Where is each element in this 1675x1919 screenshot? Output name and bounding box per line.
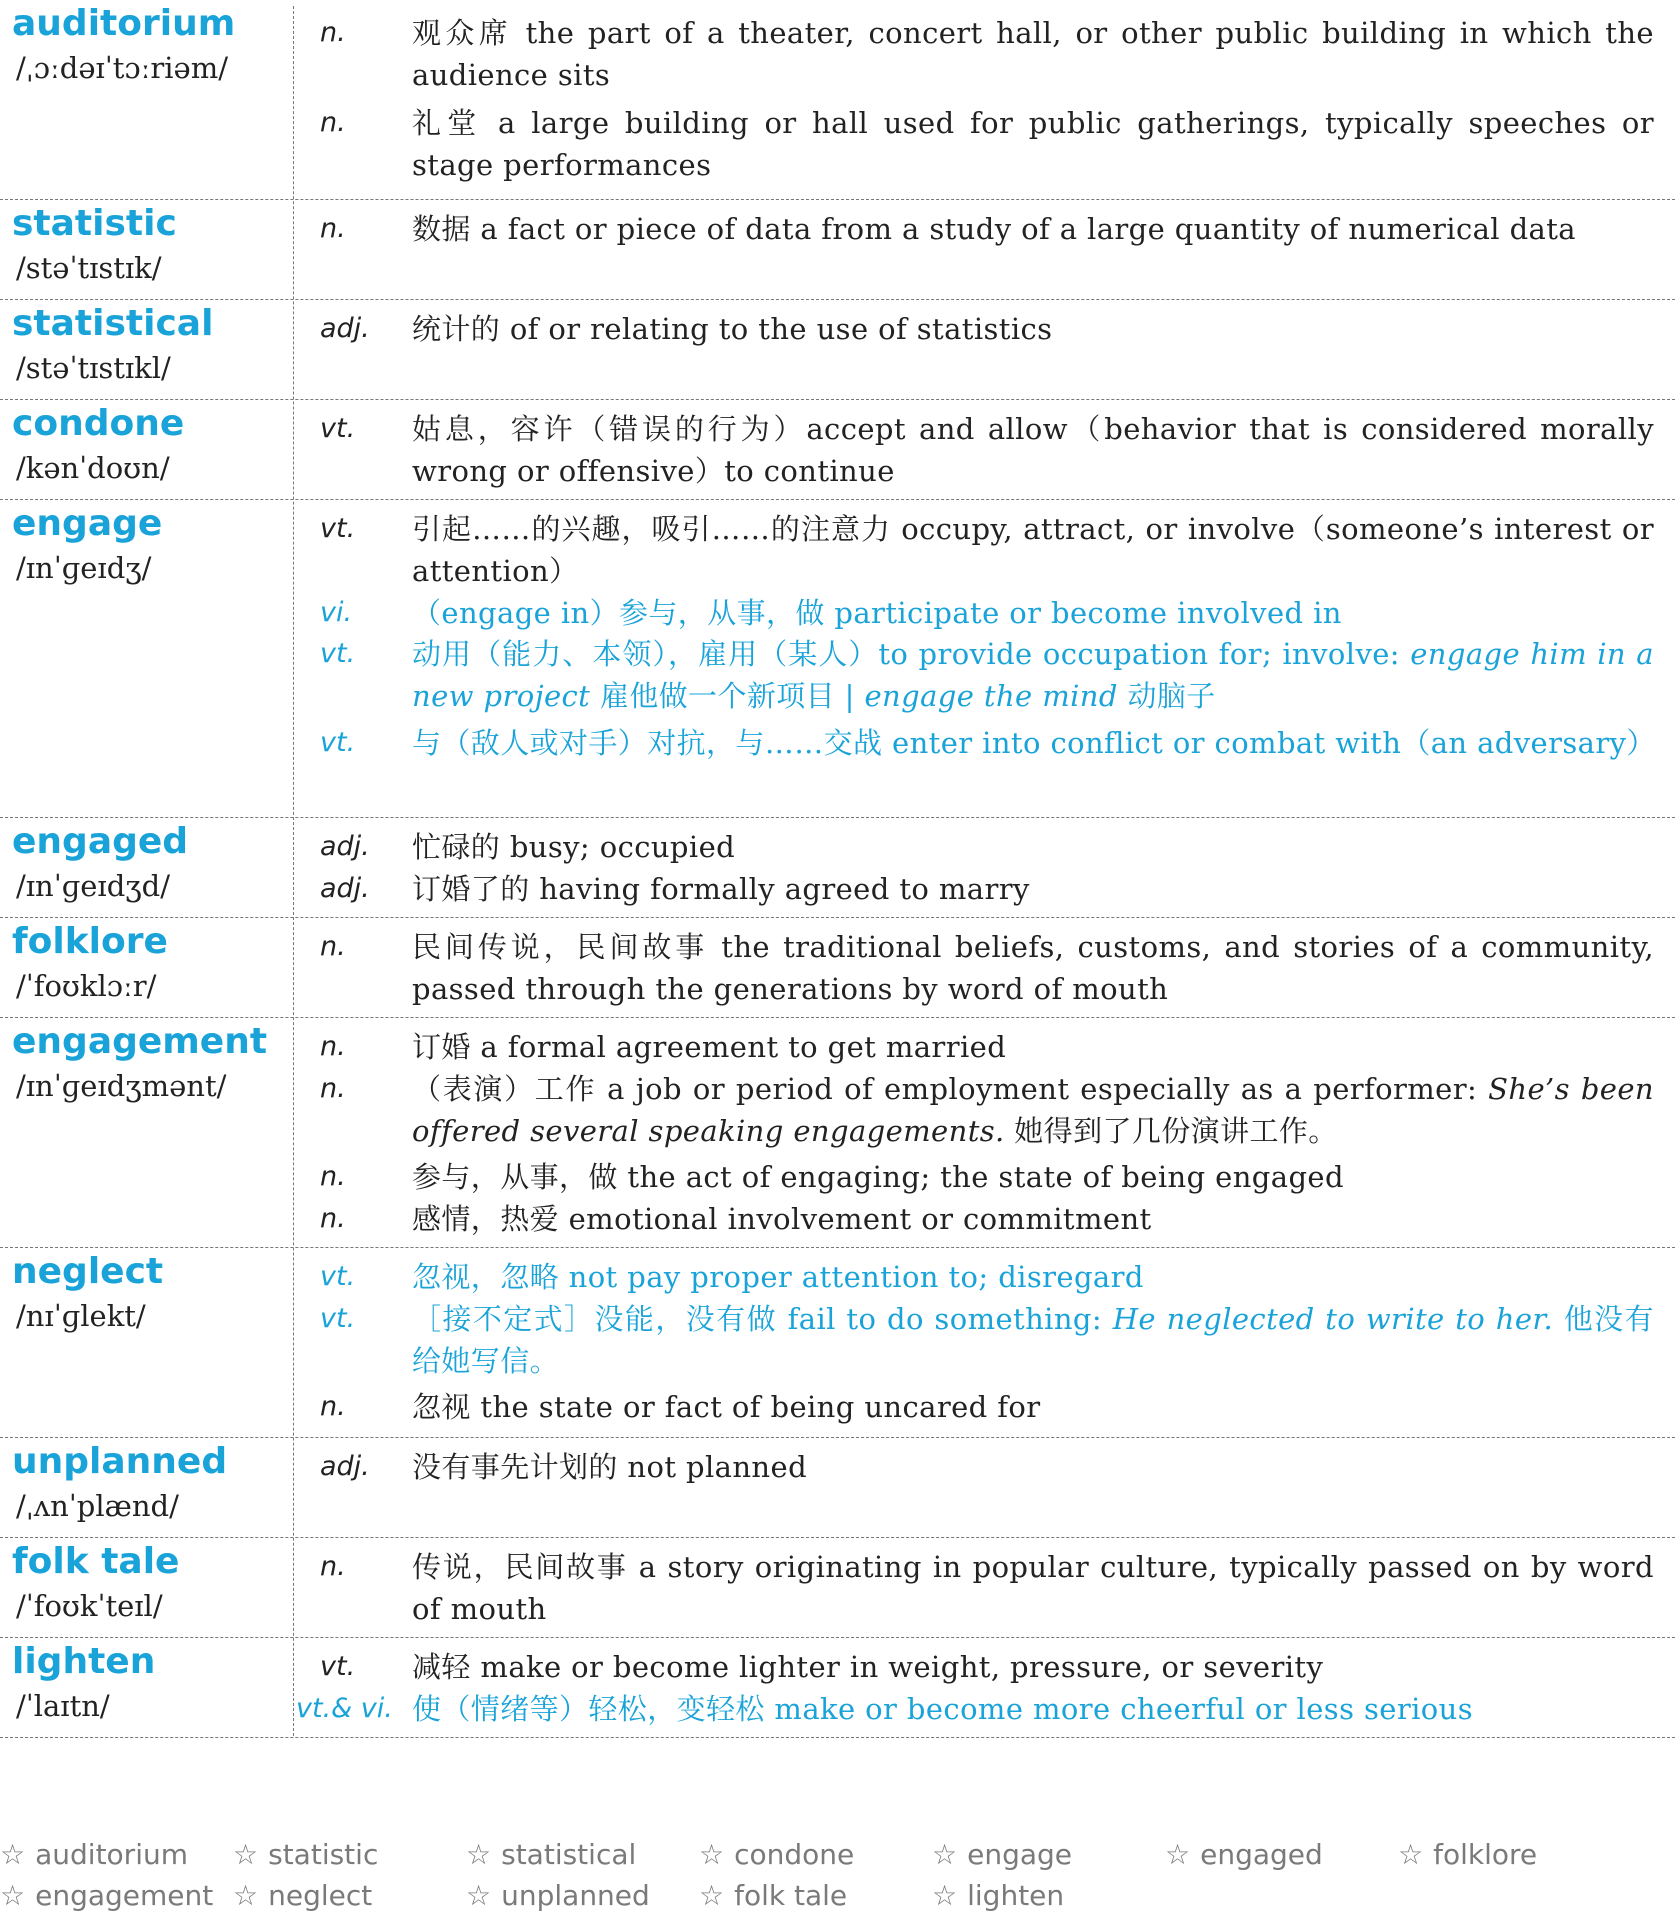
- star-icon: ☆: [932, 1838, 958, 1871]
- definition: [412, 1068, 1654, 1152]
- star-icon: ☆: [0, 1838, 26, 1871]
- entry-engagement: [0, 1018, 1675, 1248]
- pronunciation: /ˌʌnˈplænd/: [16, 1489, 179, 1523]
- definition: （engage in）参与，从事，做 participate or become involved in: [412, 596, 1342, 630]
- definition: 与（敌人或对手）对抗，与……交战 enter into conflict or combat with（an adversary）: [412, 726, 1656, 760]
- star-icon: ☆: [0, 1879, 26, 1912]
- definition-text: 动用（能力、本领），雇用（某人）to provide occupation for; involve:: [412, 637, 1400, 671]
- definition: 姑息，容许（错误的行为）accept and allow（behavior that is considered morally wrong or offensive）to continue: [412, 412, 1654, 488]
- part-of-speech: vt.: [320, 727, 356, 758]
- part-of-speech: n.: [320, 17, 346, 48]
- part-of-speech: n.: [320, 1161, 346, 1192]
- review-word[interactable]: ☆ unplanned: [466, 1879, 650, 1912]
- definition: 订婚了的 having formally agreed to marry: [412, 872, 1030, 906]
- definition: 忽视 the state or fact of being uncared for: [412, 1390, 1041, 1424]
- part-of-speech: n.: [320, 1203, 346, 1234]
- review-word[interactable]: ☆ folklore: [1398, 1838, 1538, 1871]
- part-of-speech: n.: [320, 931, 346, 962]
- review-word[interactable]: ☆ condone: [699, 1838, 855, 1871]
- star-icon: ☆: [699, 1879, 725, 1912]
- star-icon: ☆: [466, 1879, 492, 1912]
- entry-engaged: [0, 818, 1675, 918]
- pronunciation: /ɪnˈɡeɪdʒd/: [16, 869, 170, 903]
- definition: 统计的 of or relating to the use of statistics: [412, 312, 1053, 346]
- pronunciation: /ɪnˈɡeɪdʒ/: [16, 551, 152, 585]
- definition: 参与，从事，做 the act of engaging; the state of being engaged: [412, 1160, 1344, 1194]
- definition: 忽视，忽略 not pay proper attention to; disregard: [412, 1260, 1144, 1294]
- pronunciation: /ˌɔːdəɪˈtɔːriəm/: [16, 51, 228, 85]
- example: engage the mind: [864, 679, 1118, 713]
- definition: [412, 633, 1654, 717]
- definition: 引起……的兴趣，吸引……的注意力 occupy, attract, or involve（someone’s interest or attention）: [412, 512, 1654, 588]
- part-of-speech: vt.: [320, 513, 356, 544]
- definition: 使（情绪等）轻松，变轻松 make or become more cheerful or less serious: [412, 1692, 1473, 1726]
- translation: 他没有给她写信。: [412, 1302, 1654, 1378]
- definition: 没有事先计划的 not planned: [412, 1450, 808, 1484]
- headword: statistic: [12, 203, 177, 244]
- pronunciation: /stəˈtɪstɪk/: [16, 251, 162, 285]
- review-word[interactable]: ☆ engaged: [1165, 1838, 1323, 1871]
- definition: 礼堂 a large building or hall used for public gatherings, typically speeches or stage performances: [412, 106, 1654, 182]
- star-icon: ☆: [233, 1838, 259, 1871]
- part-of-speech: vt.& vi.: [296, 1693, 393, 1724]
- definition-text: （表演）工作 a job or period of employment especially as a performer:: [412, 1072, 1478, 1106]
- part-of-speech: adj.: [320, 313, 370, 344]
- headword: engage: [12, 503, 163, 544]
- headword: engagement: [12, 1021, 268, 1062]
- pronunciation: /ˈfoʊklɔːr/: [16, 969, 157, 1003]
- headword: lighten: [12, 1641, 156, 1682]
- entry-neglect: [0, 1248, 1675, 1438]
- part-of-speech: vt.: [320, 413, 356, 444]
- headword: folk tale: [12, 1541, 180, 1582]
- star-icon: ☆: [699, 1838, 725, 1871]
- part-of-speech: vt.: [320, 638, 356, 669]
- translation: 雇他做一个新项目 |: [599, 679, 855, 713]
- part-of-speech: n.: [320, 1551, 346, 1582]
- part-of-speech: vt.: [320, 1651, 356, 1682]
- part-of-speech: n.: [320, 1031, 346, 1062]
- entry-engage: [0, 500, 1675, 818]
- definition: 订婚 a formal agreement to get married: [412, 1030, 1007, 1064]
- part-of-speech: vt.: [320, 1261, 356, 1292]
- review-word[interactable]: ☆ neglect: [233, 1879, 373, 1912]
- entry-unplanned: [0, 1438, 1675, 1538]
- star-icon: ☆: [932, 1879, 958, 1912]
- part-of-speech: adj.: [320, 1451, 370, 1482]
- definition: 感情，热爱 emotional involvement or commitment: [412, 1202, 1152, 1236]
- part-of-speech: n.: [320, 213, 346, 244]
- definition: 数据 a fact or piece of data from a study of a large quantity of numerical data: [412, 212, 1576, 246]
- star-icon: ☆: [466, 1838, 492, 1871]
- review-word[interactable]: ☆ engage: [932, 1838, 1073, 1871]
- example: She’s been offered several speaking engagements.: [412, 1072, 1654, 1148]
- headword: statistical: [12, 303, 214, 344]
- pronunciation: /kənˈdoʊn/: [16, 451, 170, 485]
- translation: 她得到了几份演讲工作。: [1014, 1114, 1338, 1148]
- headword: engaged: [12, 821, 189, 862]
- pronunciation: /ɪnˈɡeɪdʒmənt/: [16, 1069, 227, 1103]
- pronunciation: /nɪˈɡlekt/: [16, 1299, 146, 1333]
- definition: 民间传说，民间故事 the traditional beliefs, customs, and stories of a community, passed through the generations by word of mouth: [412, 930, 1654, 1006]
- pronunciation: /ˈfoʊkˈteɪl/: [16, 1589, 163, 1623]
- headword: neglect: [12, 1251, 164, 1292]
- star-icon: ☆: [233, 1879, 259, 1912]
- definition: [412, 1298, 1654, 1382]
- pronunciation: /stəˈtɪstɪkl/: [16, 351, 171, 385]
- entry-folklore: [0, 918, 1675, 1018]
- part-of-speech: vt.: [320, 1303, 356, 1334]
- part-of-speech: adj.: [320, 831, 370, 862]
- star-icon: ☆: [1398, 1838, 1424, 1871]
- review-word[interactable]: ☆ folk tale: [699, 1879, 848, 1912]
- part-of-speech: adj.: [320, 873, 370, 904]
- part-of-speech: n.: [320, 1391, 346, 1422]
- translation: 动脑子: [1127, 679, 1216, 713]
- entry-statistical: [0, 300, 1675, 400]
- part-of-speech: vi.: [320, 597, 353, 628]
- part-of-speech: n.: [320, 107, 346, 138]
- entry-condone: [0, 400, 1675, 500]
- example: engage him in a new project: [412, 637, 1654, 713]
- headword: auditorium: [12, 3, 236, 44]
- part-of-speech: n.: [320, 1073, 346, 1104]
- definition: 减轻 make or become lighter in weight, pressure, or severity: [412, 1650, 1324, 1684]
- entry-folk-tale: [0, 1538, 1675, 1638]
- review-word[interactable]: ☆ auditorium: [0, 1838, 188, 1871]
- review-word[interactable]: ☆ statistic: [233, 1838, 379, 1871]
- entry-auditorium: [0, 0, 1675, 200]
- example: He neglected to write to her.: [1112, 1302, 1554, 1336]
- definition: 忙碌的 busy; occupied: [412, 830, 736, 864]
- headword: condone: [12, 403, 185, 444]
- headword: unplanned: [12, 1441, 228, 1482]
- review-word[interactable]: ☆ engagement: [0, 1879, 214, 1912]
- review-word[interactable]: ☆ lighten: [932, 1879, 1065, 1912]
- entry-lighten: [0, 1638, 1675, 1738]
- definition: 观众席 the part of a theater, concert hall, or other public building in which the audience sits: [412, 16, 1654, 92]
- pronunciation: /ˈlaɪtn/: [16, 1689, 110, 1723]
- definition-text: ［接不定式］没能，没有做 fail to do something:: [412, 1302, 1103, 1336]
- star-icon: ☆: [1165, 1838, 1191, 1871]
- definition: 传说，民间故事 a story originating in popular culture, typically passed on by word of mouth: [412, 1550, 1654, 1626]
- entry-statistic: [0, 200, 1675, 300]
- headword: folklore: [12, 921, 168, 962]
- review-word[interactable]: ☆ statistical: [466, 1838, 637, 1871]
